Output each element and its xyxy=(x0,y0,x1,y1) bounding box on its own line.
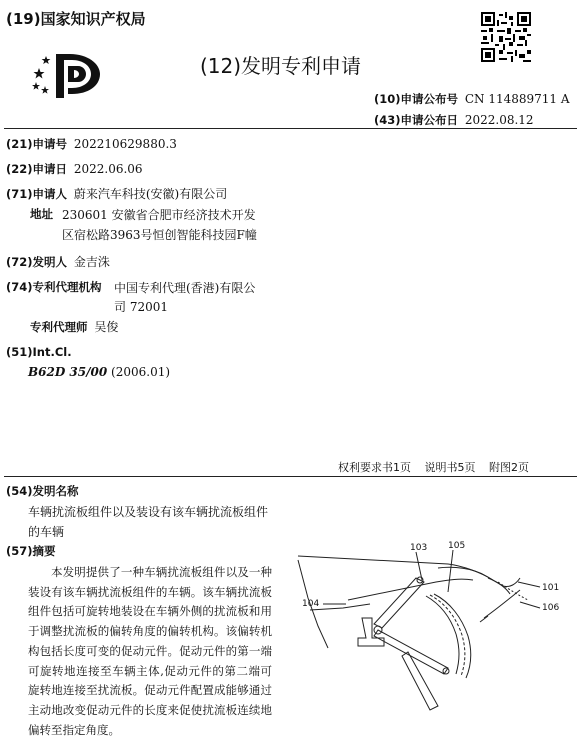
office-name: (19)国家知识产权局 xyxy=(6,10,146,28)
cnipa-logo-icon xyxy=(30,48,108,100)
publication-number-row xyxy=(374,91,570,107)
publication-date-row xyxy=(374,112,534,128)
address-line-1: 230601 安徽省合肥市经济技术开发 xyxy=(62,208,256,222)
actuator-link-lower xyxy=(374,630,448,674)
abstract-paragraph: 本发明提供了一种车辆扰流板组件以及一种装设有该车辆扰流板组件的车辆。该车辆扰流板组件包括可旋转地装设在车辆外侧的扰流板和用于调整扰流板的偏转角度的偏转机构。该偏转机构包括长度可变的促动元件。促动元件的第一端可旋转地连接至车辆主体,促动元件的第二端可旋转地连接至扰流板。促动元件配置成能够通过主动地改变促动元件的长度来促使扰流板连续地偏转至指定角度。 xyxy=(28,565,272,737)
application-number-value: 202210629880.3 xyxy=(73,137,177,151)
invention-title-value: 车辆扰流板组件以及装设有该车辆扰流板组件的车辆 xyxy=(28,505,269,539)
publication-number-value: CN 114889711 A xyxy=(464,92,570,106)
application-date-row xyxy=(6,161,143,177)
application-date-value: 2022.06.06 xyxy=(73,162,143,176)
page-counts xyxy=(338,459,529,475)
applicant-row xyxy=(6,185,227,202)
mount-bracket xyxy=(358,618,384,646)
claims-pages: 权利要求书1页 xyxy=(338,461,411,474)
agency-line-1: 中国专利代理(香港)有限公 xyxy=(114,281,256,295)
invention-title-label: (54)发明名称 xyxy=(6,484,79,498)
header-divider xyxy=(4,128,577,129)
publication-date-value: 2022.08.12 xyxy=(464,113,534,127)
abstract-figure xyxy=(288,538,578,738)
figure-label-101: 101 xyxy=(542,583,560,593)
figure-label-106: 106 xyxy=(542,603,560,613)
inventor-value: 金吉洙 xyxy=(73,255,110,269)
abstract-text xyxy=(28,563,272,740)
application-number-row xyxy=(6,136,177,152)
intcl-year: (2006.01) xyxy=(111,365,171,379)
intcl-code: B62D 35/00 xyxy=(28,365,108,379)
agent-label: 专利代理师 xyxy=(30,320,88,334)
inventor-label: (72)发明人 xyxy=(6,255,68,269)
intcl-label: (51)Int.Cl. xyxy=(6,345,72,359)
abstract-divider xyxy=(4,476,577,477)
address-line-2: 区宿松路3963号恒创智能科技园F幢 xyxy=(62,228,257,242)
applicant-label: (71)申请人 xyxy=(6,187,68,201)
qr-code xyxy=(481,12,531,62)
drawings-pages: 附图2页 xyxy=(489,461,529,474)
agent-row xyxy=(30,318,118,335)
agency-line-2: 司 72001 xyxy=(114,300,168,314)
document-type-title: (12)发明专利申请 xyxy=(200,54,362,78)
application-number-label: (21)申请号 xyxy=(6,137,68,151)
figure-label-105: 105 xyxy=(448,541,466,551)
agency-label: (74)专利代理机构 xyxy=(6,280,102,294)
inventor-row xyxy=(6,253,110,270)
figure-label-104: 104 xyxy=(302,599,320,609)
address-label: 地址 xyxy=(30,207,53,221)
application-date-label: (22)申请日 xyxy=(6,162,68,176)
applicant-value: 蔚来汽车科技(安徽)有限公司 xyxy=(73,187,228,201)
publication-date-label: (43)申请公布日 xyxy=(374,113,459,127)
abstract-label: (57)摘要 xyxy=(6,544,56,558)
spoiler-arc-inner xyxy=(426,596,459,674)
figure-label-103: 103 xyxy=(410,543,428,553)
publication-number-label: (10)申请公布号 xyxy=(374,92,459,106)
agent-value: 吴俊 xyxy=(94,320,119,334)
description-pages: 说明书5页 xyxy=(424,461,476,474)
intcl-row xyxy=(28,365,170,379)
